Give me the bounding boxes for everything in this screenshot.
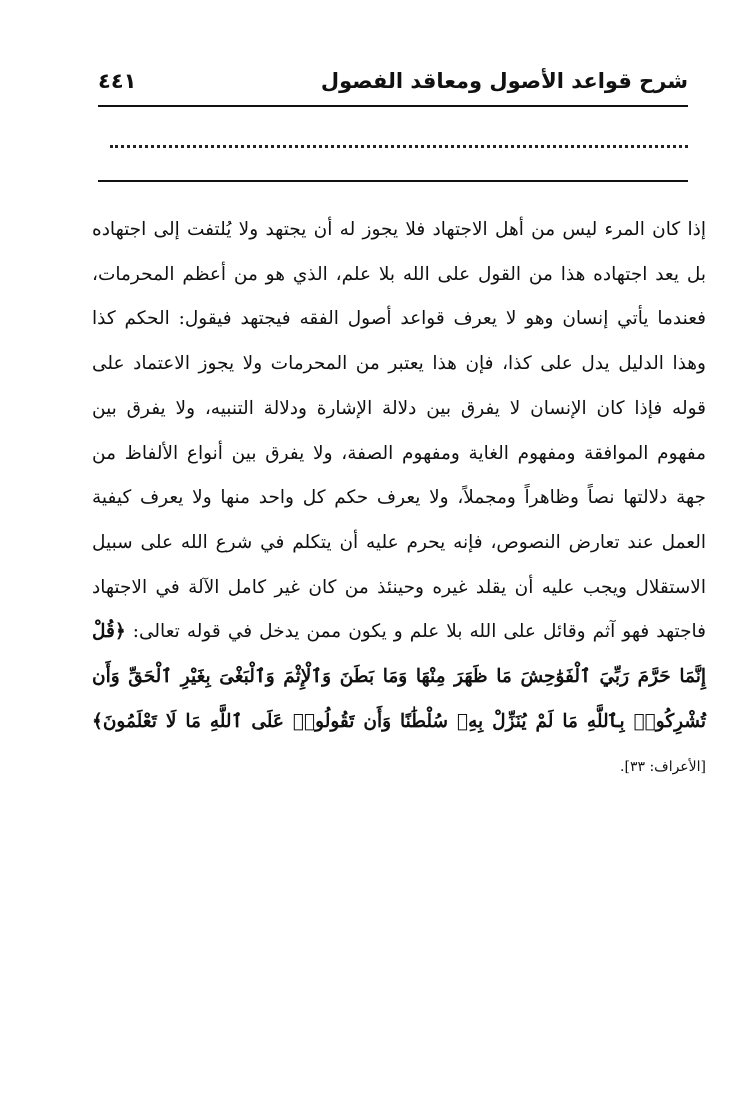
quran-verse: ﴿قُلْ إِنَّمَا حَرَّمَ رَبِّيَ ٱلْفَوَٰحِشَ مَا ظَهَرَ مِنْهَا وَمَا بَطَنَ وَٱلْإِثْمَ وَٱلْبَغْىَ بِغَيْرِ ٱلْحَقِّ وَأَن تُشْرِكُوا۟ بِٱللَّهِ مَا لَمْ يُنَزِّلْ بِهِۦ سُلْطَٰنًا وَأَن تَقُولُوا۟ عَلَى ٱللَّهِ مَا لَا تَعْلَمُونَ﴾ <box>92 621 706 732</box>
footnote-separator-rule <box>98 180 688 182</box>
page-header <box>98 64 688 104</box>
book-title: شرح قواعد الأصول ومعاقد الفصول <box>320 69 688 93</box>
page-number: ٤٤١ <box>98 69 137 93</box>
main-text <box>92 208 706 790</box>
body-paragraph <box>92 208 706 790</box>
paragraph-text: إذا كان المرء ليس من أهل الاجتهاد فلا يجوز له أن يجتهد ولا يُلتفت إلى اجتهاده بل يعد اجتهاده هذا من القول على الله بلا علم، الذي هو من أعظم المحرمات، فعندما يأتي إنسان وهو لا يعرف قواعد أصول الفقه فيجتهد فيقول: الحكم كذا وهذا الدليل يدل على كذا، فإن هذا يعتبر من المحرمات ولا يجوز الاعتماد على قوله فإذا كان الإنسان لا يفرق بين دلالة الإشارة ودلالة التنبيه، ولا يفرق بين مفهوم الموافقة ومفهوم الغاية ومفهوم الصفة، ولا يفرق بين أنواع الألفاظ من جهة دلالتها نصاً وظاهراً ومجملاً، ولا يعرف حكم كل واحد منها ولا يعرف كيفية العمل عند تعارض النصوص، فإنه يحرم عليه أن يتكلم في شرع الله على سبيل الاستقلال ويجب عليه أن يقلد غيره وحينئذ من كان غير كامل الآلة في الاجتهاد فاجتهد فهو آثم وقائل على الله بلا علم و يكون ممن يدخل في قوله تعالى: <box>92 219 707 643</box>
header-rule <box>98 105 688 107</box>
verse-citation: [الأعراف: ٣٣]. <box>620 759 706 776</box>
footnote-continuation-dots <box>110 145 688 148</box>
